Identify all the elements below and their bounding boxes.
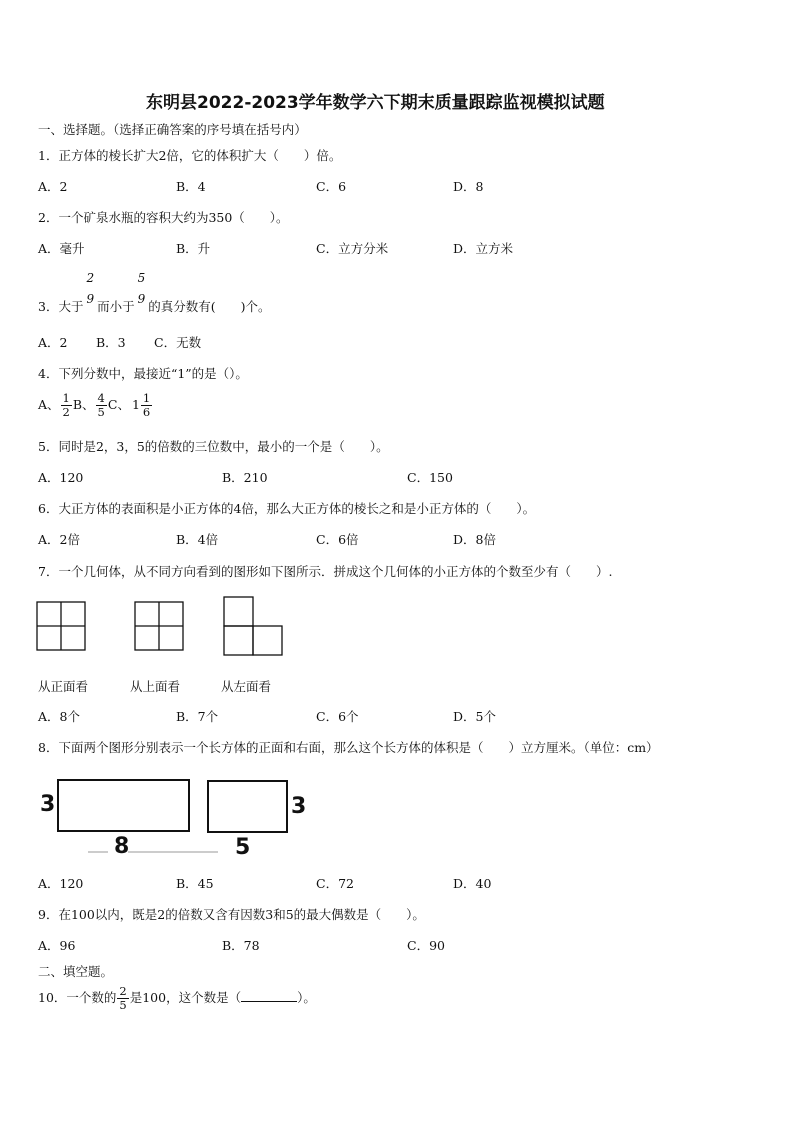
- q8-option-d: D．40: [453, 876, 492, 891]
- q3-fraction-1: 2 9: [86, 271, 95, 306]
- front-length-dash: [88, 850, 218, 854]
- q1-option-a: A．2: [38, 179, 68, 194]
- view-label-top: 从上面看: [130, 679, 181, 694]
- q1-option-d: D．8: [453, 179, 484, 194]
- q7-option-d: D．5个: [453, 709, 496, 724]
- q7-option-c: C．6个: [316, 709, 359, 724]
- q9-option-c: C．90: [407, 938, 445, 953]
- q3-option-c: C．无数: [154, 335, 202, 350]
- question-2: 2．一个矿泉水瓶的容积大约为350（ ）。: [38, 210, 289, 225]
- question-7: 7．一个几何体，从不同方向看到的图形如下图所示．拼成这个几何体的小正方体的个数至少有（ ）.: [38, 564, 613, 579]
- q6-option-b: B．4倍: [176, 532, 219, 547]
- question-4: 4．下列分数中，最接近“1”的是（）。: [38, 366, 248, 381]
- question-8: 8．下面两个图形分别表示一个长方体的正面和右面，那么这个长方体的体积是（ ）立方厘米。（单位：cm）: [38, 740, 659, 755]
- front-height-label: 3: [40, 792, 56, 817]
- q2-option-b: B．升: [176, 241, 211, 256]
- q4-option-a-label: A、: [38, 397, 60, 412]
- q4-option-c-label: C、: [107, 397, 130, 412]
- q4-option-a-fraction: $\frac{1}{2}$: [62, 391, 70, 419]
- q6-option-c: C．6倍: [316, 532, 359, 547]
- q4-option-b-label: B、: [72, 397, 95, 412]
- side-face-rectangle: [206, 779, 290, 835]
- side-width-label: 5: [235, 835, 251, 860]
- q4-options: [38, 392, 153, 419]
- question-5: 5．同时是2，3，5的倍数的三位数中，最小的一个是（ ）。: [38, 439, 389, 454]
- q4-option-c-whole: 1: [131, 397, 140, 412]
- q4-option-c-fraction: $\frac{1}{6}$: [142, 391, 151, 419]
- question-9: 9．在100以内，既是2的倍数又含有因数3和5的最大偶数是（ ）。: [38, 907, 425, 922]
- q3-option-b: B．3: [96, 335, 126, 350]
- question-6: 6．大正方体的表面积是小正方体的4倍，那么大正方体的棱长之和是小正方体的（ ）。: [38, 501, 536, 516]
- q4-option-b-fraction: $\frac{4}{5}$: [97, 391, 105, 419]
- q1-option-c: C．6: [316, 179, 347, 194]
- q10-answer-blank[interactable]: [241, 991, 297, 1002]
- front-face-rectangle: [56, 778, 192, 834]
- q8-option-c: C．72: [316, 876, 354, 891]
- front-view-figure: [36, 598, 88, 652]
- q6-option-a: A．2倍: [38, 532, 80, 547]
- page-title: 东明县2022-2023学年数学六下期末质量跟踪监视模拟试题: [146, 93, 605, 113]
- q10-text-pre: 10．一个数的: [38, 990, 117, 1005]
- q2-option-a: A．毫升: [38, 241, 85, 256]
- q5-option-a: A．120: [38, 470, 84, 485]
- question-1: 1．正方体的棱长扩大2倍，它的体积扩大（ ）倍。: [38, 148, 342, 163]
- q3-text-pre: 3．大于: [38, 299, 84, 314]
- q9-option-a: A．96: [38, 938, 76, 953]
- q10-text-end: ）。: [297, 990, 316, 1005]
- q8-option-b: B．45: [176, 876, 214, 891]
- q10-fraction: $\frac{2}{5}$: [119, 984, 127, 1012]
- front-length-label: 8: [114, 834, 130, 859]
- q10-text-post: 是100，这个数是（: [129, 990, 242, 1005]
- q1-option-b: B．4: [176, 179, 206, 194]
- q3-text-post: 的真分数有( )个。: [148, 299, 271, 314]
- left-view-figure: [222, 595, 286, 657]
- question-10: [38, 985, 316, 1012]
- q2-option-d: D．立方米: [453, 241, 514, 256]
- section-heading-choice: 一、选择题。（选择正确答案的序号填在括号内）: [38, 122, 307, 137]
- view-label-front: 从正面看: [38, 679, 89, 694]
- q7-option-a: A．8个: [38, 709, 80, 724]
- q3-option-a: A．2: [38, 335, 68, 350]
- q6-option-d: D．8倍: [453, 532, 496, 547]
- q3-fraction-2: 5 9: [137, 271, 146, 306]
- view-label-left: 从左面看: [221, 679, 272, 694]
- question-3: [38, 272, 271, 315]
- top-view-figure: [134, 598, 186, 652]
- q3-text-mid: 而小于: [97, 299, 135, 314]
- q7-option-b: B．7个: [176, 709, 219, 724]
- side-height-label: 3: [291, 794, 307, 819]
- section-heading-fill: 二、填空题。: [38, 964, 114, 979]
- q5-option-b: B．210: [222, 470, 268, 485]
- q5-option-c: C．150: [407, 470, 453, 485]
- q9-option-b: B．78: [222, 938, 260, 953]
- q2-option-c: C．立方分米: [316, 241, 389, 256]
- q8-option-a: A．120: [38, 876, 84, 891]
